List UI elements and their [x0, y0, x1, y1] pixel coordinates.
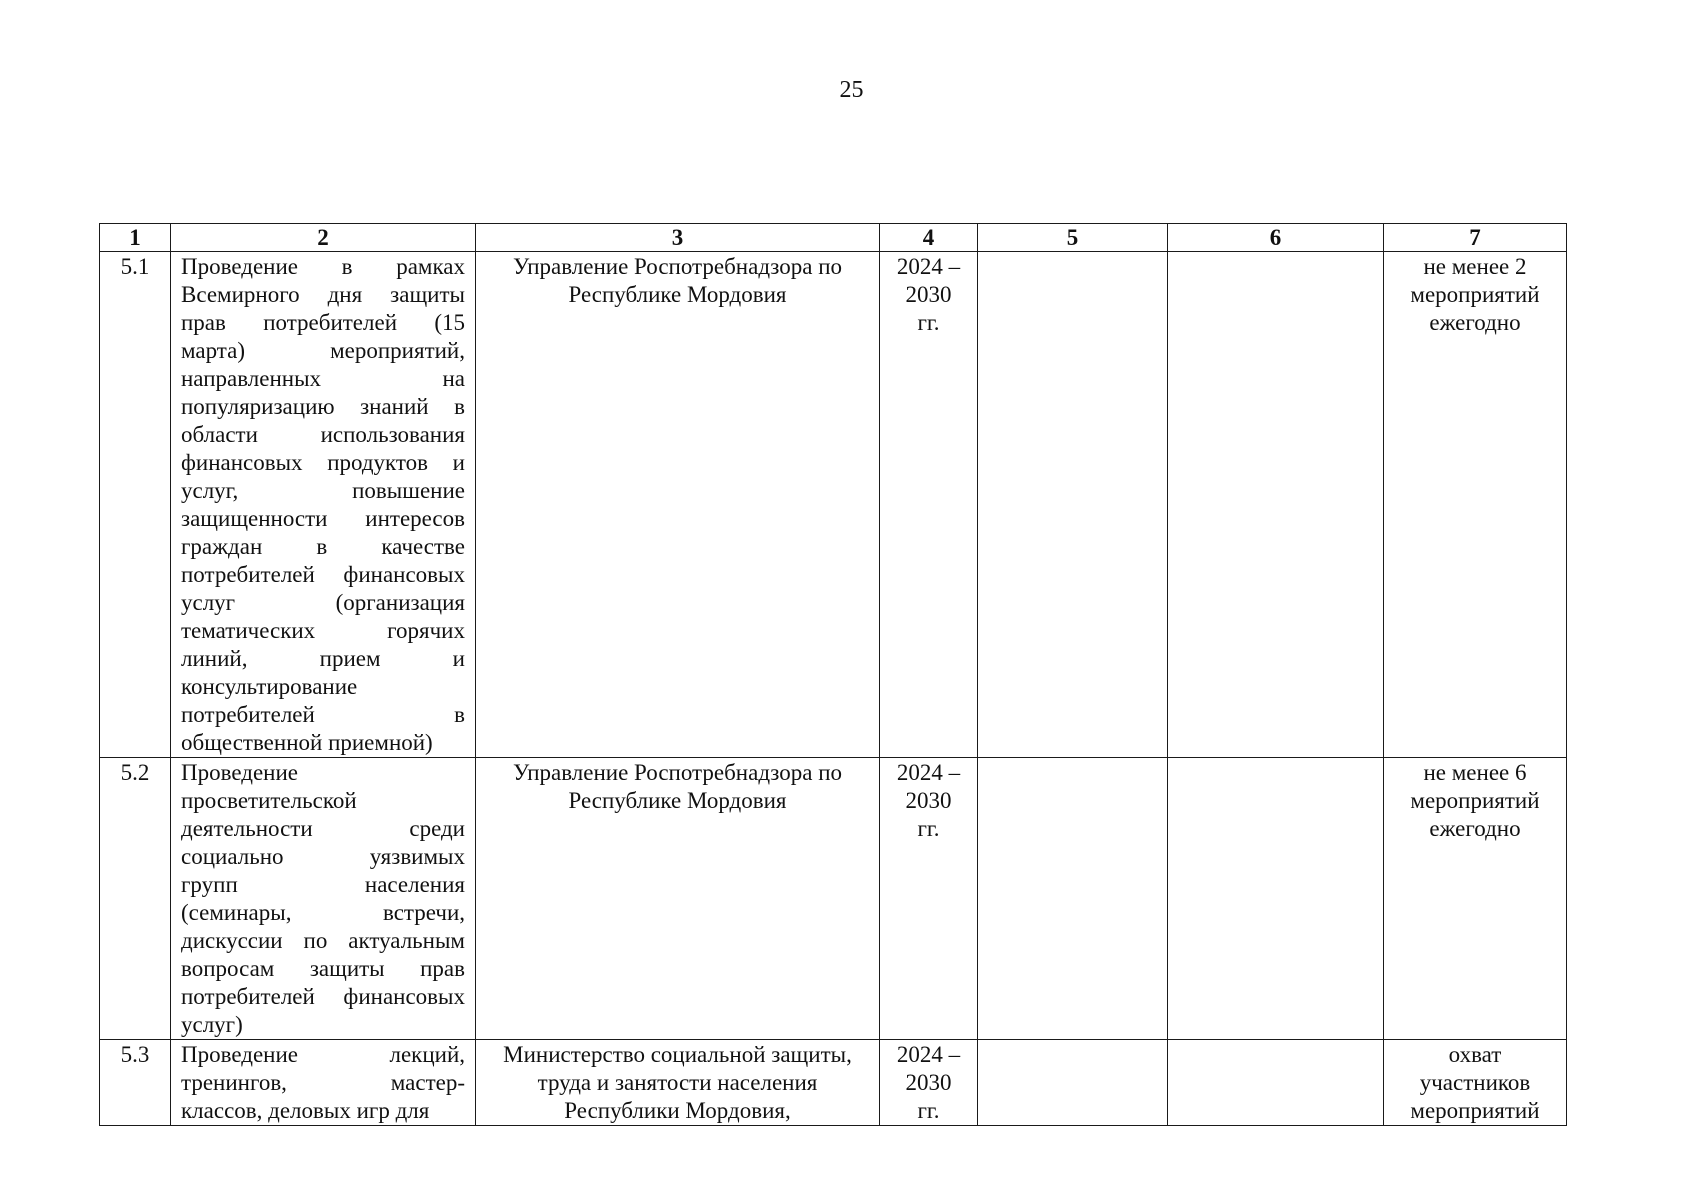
description-line: деятельности среди: [181, 816, 465, 841]
column-6-cell: [1168, 758, 1384, 1040]
column-5-cell: [978, 252, 1168, 758]
header-row: [100, 224, 1567, 252]
description-line: граждан в качестве: [181, 534, 465, 559]
column-header-4: 4: [880, 224, 978, 252]
description-line: потребителей в: [181, 702, 465, 727]
description-line: (семинары, встречи,: [181, 900, 465, 925]
description-line: услуг (организация: [181, 590, 465, 615]
column-5-cell: [978, 1040, 1168, 1126]
description-line: дискуссии по актуальным: [181, 928, 465, 953]
result-line: ежегодно: [1429, 310, 1521, 335]
column-header-6: 6: [1168, 224, 1384, 252]
description-line: тематических горячих: [181, 618, 465, 643]
column-6-cell: [1168, 252, 1384, 758]
result-line: мероприятий: [1410, 282, 1540, 307]
executor-line: труда и занятости населения: [537, 1070, 818, 1095]
expected-result: [1384, 1040, 1567, 1126]
description-line: консультирование: [181, 674, 358, 699]
description-line: линий, прием и: [181, 646, 465, 671]
table-row: [100, 758, 1567, 1040]
period: [880, 252, 978, 758]
description-line: Проведение лекций,: [181, 1042, 465, 1067]
column-header-3: 3: [476, 224, 880, 252]
description-line: области использования: [181, 422, 465, 447]
description-line: потребителей финансовых: [181, 984, 465, 1009]
result-line: охват: [1448, 1042, 1502, 1067]
executor-line: Управление Роспотребнадзора по: [512, 760, 843, 785]
executor-line: Республике Мордовия: [568, 788, 787, 813]
description-line: тренингов, мастер-: [181, 1070, 465, 1095]
description-line: финансовых продуктов и: [181, 450, 465, 475]
description-line: марта) мероприятий,: [181, 338, 465, 363]
description-line: Проведение: [181, 760, 298, 785]
executor: [476, 1040, 880, 1126]
description-line: направленных на: [181, 366, 465, 391]
result-line: участников: [1419, 1070, 1531, 1095]
description-line: общественной приемной): [181, 730, 433, 755]
expected-result: [1384, 252, 1567, 758]
result-line: не менее 6: [1423, 760, 1527, 785]
expected-result: [1384, 758, 1567, 1040]
period: [880, 1040, 978, 1126]
period-line: 2024 –: [896, 760, 961, 785]
executor-line: Республике Мордовия: [568, 282, 787, 307]
result-line: не менее 2: [1423, 254, 1527, 279]
executor: [476, 758, 880, 1040]
period-line: 2030: [905, 282, 952, 307]
description-line: вопросам защиты прав: [181, 956, 465, 981]
column-header-2: 2: [171, 224, 476, 252]
measure-description: [171, 252, 476, 758]
period-line: гг.: [917, 1098, 940, 1123]
description-line: социально уязвимых: [181, 844, 465, 869]
result-line: мероприятий: [1410, 1098, 1540, 1123]
result-line: ежегодно: [1429, 816, 1521, 841]
table-row: [100, 1040, 1567, 1126]
period-line: 2024 –: [896, 254, 961, 279]
column-header-7: 7: [1384, 224, 1567, 252]
description-line: прав потребителей (15: [181, 310, 465, 335]
description-line: классов, деловых игр для: [181, 1098, 430, 1123]
executor-line: Республики Мордовия,: [564, 1098, 791, 1123]
table-row: [100, 252, 1567, 758]
description-line: Всемирного дня защиты: [181, 282, 465, 307]
measures-table: [99, 223, 1567, 1126]
executor: [476, 252, 880, 758]
description-line: просветительской: [181, 788, 357, 813]
description-line: групп населения: [181, 872, 465, 897]
period: [880, 758, 978, 1040]
executor-line: Управление Роспотребнадзора по: [512, 254, 843, 279]
row-number: 5.3: [100, 1040, 171, 1126]
period-line: 2024 –: [896, 1042, 961, 1067]
period-line: 2030: [905, 1070, 952, 1095]
result-line: мероприятий: [1410, 788, 1540, 813]
page-number: 25: [839, 77, 864, 103]
period-line: гг.: [917, 310, 940, 335]
description-line: Проведение в рамках: [181, 254, 465, 279]
description-line: защищенности интересов: [181, 506, 465, 531]
period-line: гг.: [917, 816, 940, 841]
column-5-cell: [978, 758, 1168, 1040]
description-line: услуг): [181, 1012, 243, 1037]
description-line: потребителей финансовых: [181, 562, 465, 587]
executor-line: Министерство социальной защиты,: [503, 1042, 852, 1067]
row-number: 5.2: [100, 758, 171, 1040]
measure-description: [171, 758, 476, 1040]
description-line: популяризацию знаний в: [181, 394, 465, 419]
column-header-1: 1: [100, 224, 171, 252]
column-6-cell: [1168, 1040, 1384, 1126]
column-header-5: 5: [978, 224, 1168, 252]
description-line: услуг, повышение: [181, 478, 465, 503]
row-number: 5.1: [100, 252, 171, 758]
period-line: 2030: [905, 788, 952, 813]
measure-description: [171, 1040, 476, 1126]
